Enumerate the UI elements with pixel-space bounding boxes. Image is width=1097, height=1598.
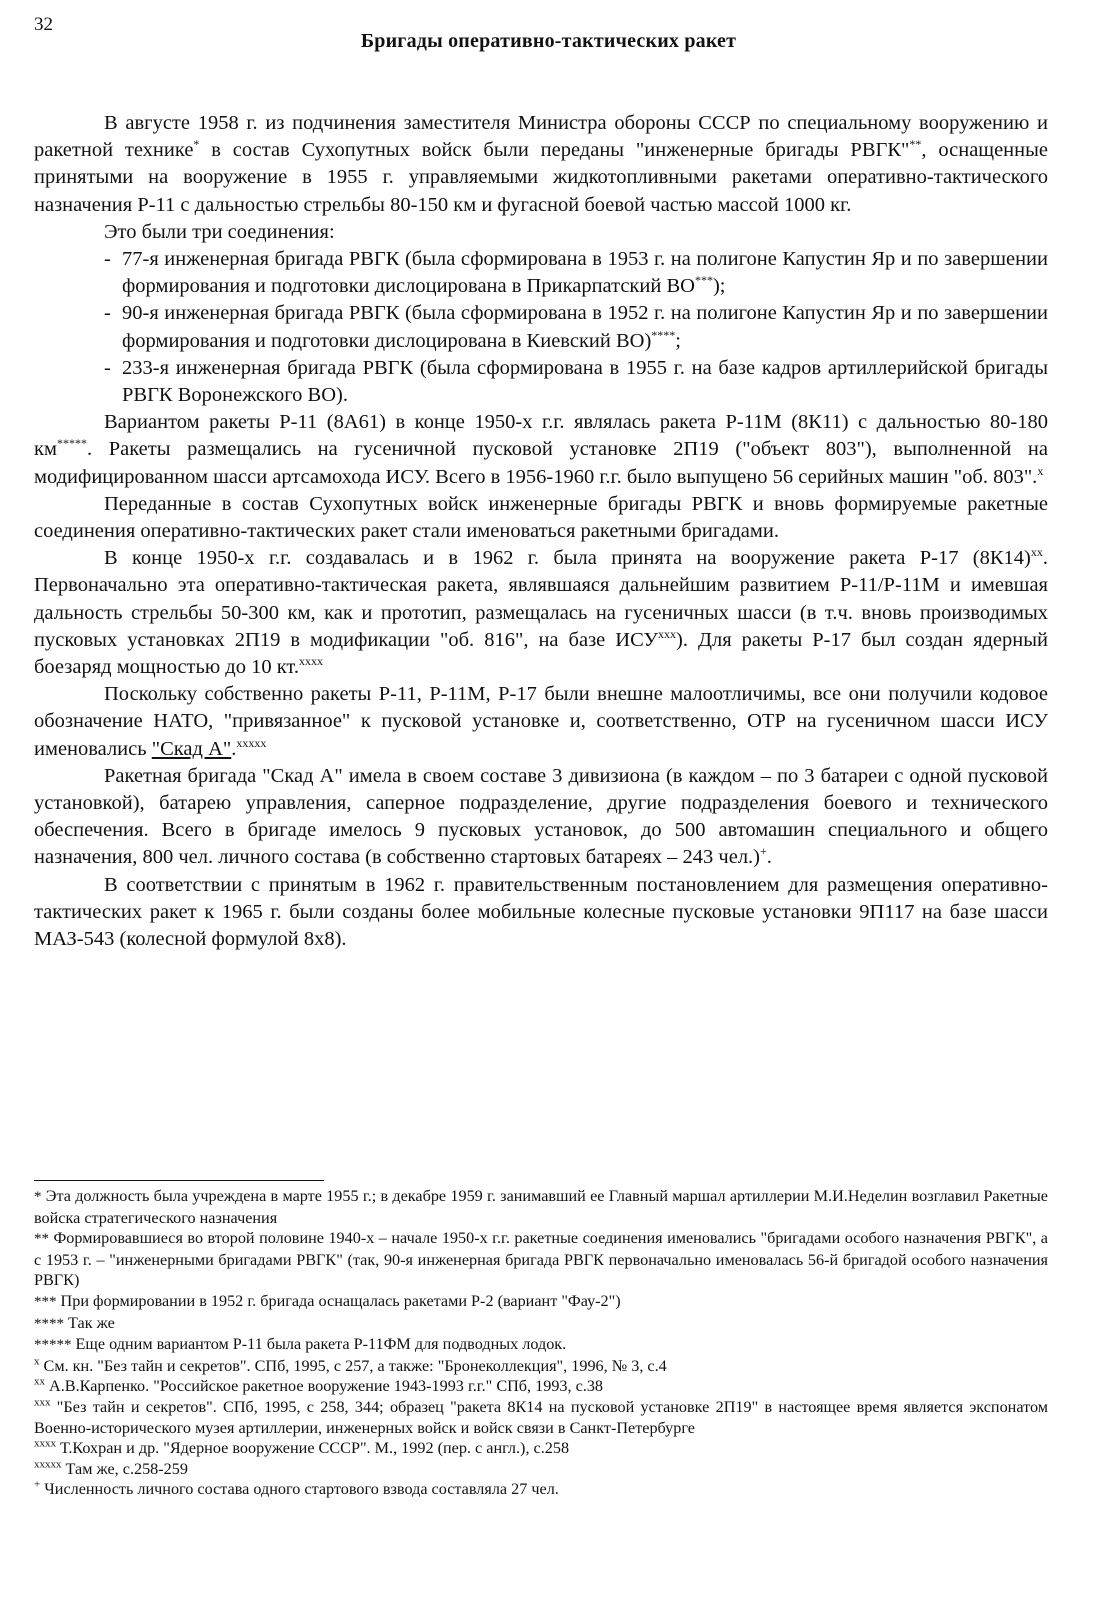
text-run: Поскольку собственно ракеты Р-11, Р-11М, Р-17 были внешне малоотличимы, все они получили кодовое обозначение НАТО, "привязанное" к пусковой установке и, соответственно, ОТР на гусеничном шасси ИСУ именовались: [34, 683, 1048, 760]
list-item: [34, 246, 1048, 300]
text-run: 90-я инженерная бригада РВГК (была сформирована в 1952 г. на полигоне Капустин Яр и по завершении формирования и подготовки дислоцирована в Киевский ВО): [122, 302, 1048, 352]
footnote: [34, 1376, 1048, 1397]
footnotes: [34, 1186, 1048, 1500]
text-run: , оснащенные принятыми на вооружение в 1955 г. управляемыми жидкотопливными ракетами оперативно-тактического назначения Р-11 с дальностью стрельбы 80-150 км и фугасной боевой частью массой 1000 кг.: [34, 139, 1048, 216]
main-text: [34, 110, 1048, 953]
footnote-mark: xxxxx: [34, 1458, 62, 1471]
footnote: [34, 1356, 1048, 1377]
paragraph-3: [34, 409, 1048, 491]
footnote-mark: ****: [34, 1315, 64, 1332]
list-dash: -: [104, 248, 111, 271]
page-title: Бригады оперативно-тактических ракет: [360, 30, 737, 52]
text-run: В конце 1950-х г.г. создавалась и в 1962 г. была принята на вооружение ракета Р-17 (8К14): [104, 547, 1031, 570]
footnote: [34, 1438, 1048, 1459]
text-run: Ракетная бригада "Скад А" имела в своем составе 3 дивизиона (в каждом – по 3 батареи с одной пусковой установкой), батарею управления, саперное подразделение, другие подразделения боевого и технического обеспечения. Всего в бригаде имелось 9 пусковых установок, до 500 автомашин специального и общего назначения, 800 чел. личного состава (в собственно стартовых батареях – 243 чел.): [34, 764, 1048, 869]
paragraph-4: Переданные в состав Сухопутных войск инженерные бригады РВГК и вновь формируемые ракетные соединения оперативно-тактических ракет стали именоваться ракетными бригадами.: [34, 492, 1048, 543]
paragraph-6: [34, 681, 1048, 763]
text-run: );: [712, 275, 726, 298]
footnote-ref: x: [1037, 463, 1044, 478]
footnote-text: "Без тайн и секретов". СПб, 1995, с 258, 344; образец "ракета 8К14 на пусковой установке 2П19" в настоящее время является экспонатом Военно-исторического музея артиллерии, инженерных войск и войск связи в Санкт-Петербурге: [34, 1397, 1048, 1437]
footnote-ref: xx: [1030, 545, 1043, 560]
footnote-text: См. кн. "Без тайн и секретов". СПб, 1995, с 257, а также: "Бронеколлекция", 1996, № 3, с.4: [39, 1356, 667, 1375]
text-run: 77-я инженерная бригада РВГК (была сформирована в 1953 г. на полигоне Капустин Яр и по завершении формирования и подготовки дислоцирована в Прикарпатский ВО: [122, 248, 1048, 298]
text-run: . Ракеты размещались на гусеничной пусковой установке 2П19 ("объект 803"), выполненной на модифицированном шасси артсамохода ИСУ. Всего в 1956-1960 г.г. было выпущено 56 серийных машин "об. 803".: [34, 438, 1048, 488]
footnote-ref: xxxx: [298, 654, 323, 669]
footnote: [34, 1334, 1048, 1356]
footnote-ref: ****: [651, 327, 676, 342]
footnote-mark: **: [34, 1231, 49, 1248]
footnote-ref: +: [760, 844, 767, 859]
footnote-text: Так же: [64, 1313, 115, 1332]
list-dash: -: [104, 302, 111, 325]
footnote-separator: [34, 1180, 324, 1181]
paragraph-1: [34, 110, 1048, 219]
footnote-ref: *: [193, 137, 200, 152]
footnote: [34, 1291, 1048, 1313]
footnote: [34, 1479, 1048, 1500]
page-number: 32: [34, 14, 53, 35]
list-item: [34, 355, 1048, 409]
footnote-mark: *****: [34, 1337, 72, 1354]
text-run: 233-я инженерная бригада РВГК (была сформирована в 1955 г. на базе кадров артиллерийской бригады РВГК Воронежского ВО).: [122, 356, 1048, 407]
footnote-text: Численность личного состава одного стартового взвода составляла 27 чел.: [40, 1480, 559, 1499]
footnote-mark: *: [34, 1189, 42, 1205]
text-run: ). Для ракеты Р-17 был создан ядерный боезаряд мощностью до 10 кт.: [34, 628, 1048, 679]
text-run: .: [231, 737, 237, 760]
paragraph-2: Это были три соединения:: [104, 220, 335, 243]
footnote-ref: *****: [56, 436, 87, 451]
paragraph-5: [34, 545, 1048, 681]
footnote-text: Еще одним вариантом Р-11 была ракета Р-11ФМ для подводных лодок.: [71, 1335, 567, 1354]
footnote-mark: xxxx: [34, 1437, 56, 1450]
footnote-ref: **: [909, 137, 922, 152]
list-dash: -: [104, 356, 111, 379]
footnote: [34, 1228, 1048, 1291]
text-run: Вариантом ракеты Р-11 (8А61) в конце 1950-х г.г. являлась ракета Р-11М (8К11) с дальностью 80-180 км: [34, 411, 1048, 461]
list-item: [34, 300, 1048, 354]
text-run: ;: [675, 329, 681, 352]
footnote: [34, 1186, 1048, 1228]
footnote-ref: xxxxx: [236, 735, 267, 750]
text-run: В августе 1958 г. из подчинения заместителя Министра обороны СССР по специальному вооружению и ракетной технике: [34, 112, 1048, 162]
underlined-text: "Скад А": [151, 737, 232, 760]
footnote-ref: ***: [694, 273, 713, 288]
text-run: . Первоначально эта оперативно-тактическая ракета, являвшаяся дальнейшим развитием Р-11/Р-11М и имевшая дальность стрельбы 50-300 км, как и прототип, размещалась на гусеничных шасси (в т.ч. вновь производимых пусковых установках 2П19 в модификации "об. 816", на базе ИСУ: [34, 547, 1048, 651]
brigade-list: [34, 246, 1048, 409]
footnote-text: Эта должность была учреждена в марте 1955 г.; в декабре 1959 г. занимавший ее Главный маршал артиллерии М.И.Неделин возглавил Ракетные войска стратегического назначения: [34, 1187, 1048, 1227]
footnote-mark: xx: [34, 1375, 45, 1388]
footnote: [34, 1459, 1048, 1480]
text-run: .: [766, 846, 772, 869]
text-run: в состав Сухопутных войск были переданы "инженерные бригады РВГК": [199, 139, 910, 162]
footnote-mark: xxx: [34, 1396, 51, 1409]
footnote: [34, 1397, 1048, 1438]
footnote-text: Формировавшиеся во второй половине 1940-х – начале 1950-х г.г. ракетные соединения именовались "бригадами особого назначения РВГК", а с 1953 г. – "инженерными бригадами РВГК" (так, 90-я инженерная бригада РВГК первоначально именовалась 56-й бригадой особого назначения РВГК): [34, 1229, 1048, 1290]
paragraph-8: В соответствии с принятым в 1962 г. правительственным постановлением для размещения оперативно-тактических ракет к 1965 г. были созданы более мобильные колесные пусковые установки 9П117 на базе шасси МАЗ-543 (колесной формулой 8х8).: [34, 873, 1048, 951]
footnote: [34, 1313, 1048, 1335]
footnote-mark: x: [34, 1355, 40, 1368]
footnote-text: При формировании в 1952 г. бригада оснащалась ракетами Р-2 (вариант "Фау-2"): [56, 1291, 621, 1310]
footnote-mark: ***: [34, 1293, 57, 1310]
footnote-text: Т.Кохран и др. "Ядерное вооружение СССР". М., 1992 (пер. с англ.), с.258: [56, 1439, 570, 1458]
paragraph-7: [34, 763, 1048, 872]
footnote-text: Там же, с.258-259: [61, 1459, 188, 1478]
footnote-ref: xxx: [658, 627, 677, 642]
footnote-text: А.В.Карпенко. "Российское ракетное вооружение 1943-1993 г.г." СПб, 1993, с.38: [45, 1377, 604, 1396]
footnote-mark: +: [34, 1478, 41, 1491]
